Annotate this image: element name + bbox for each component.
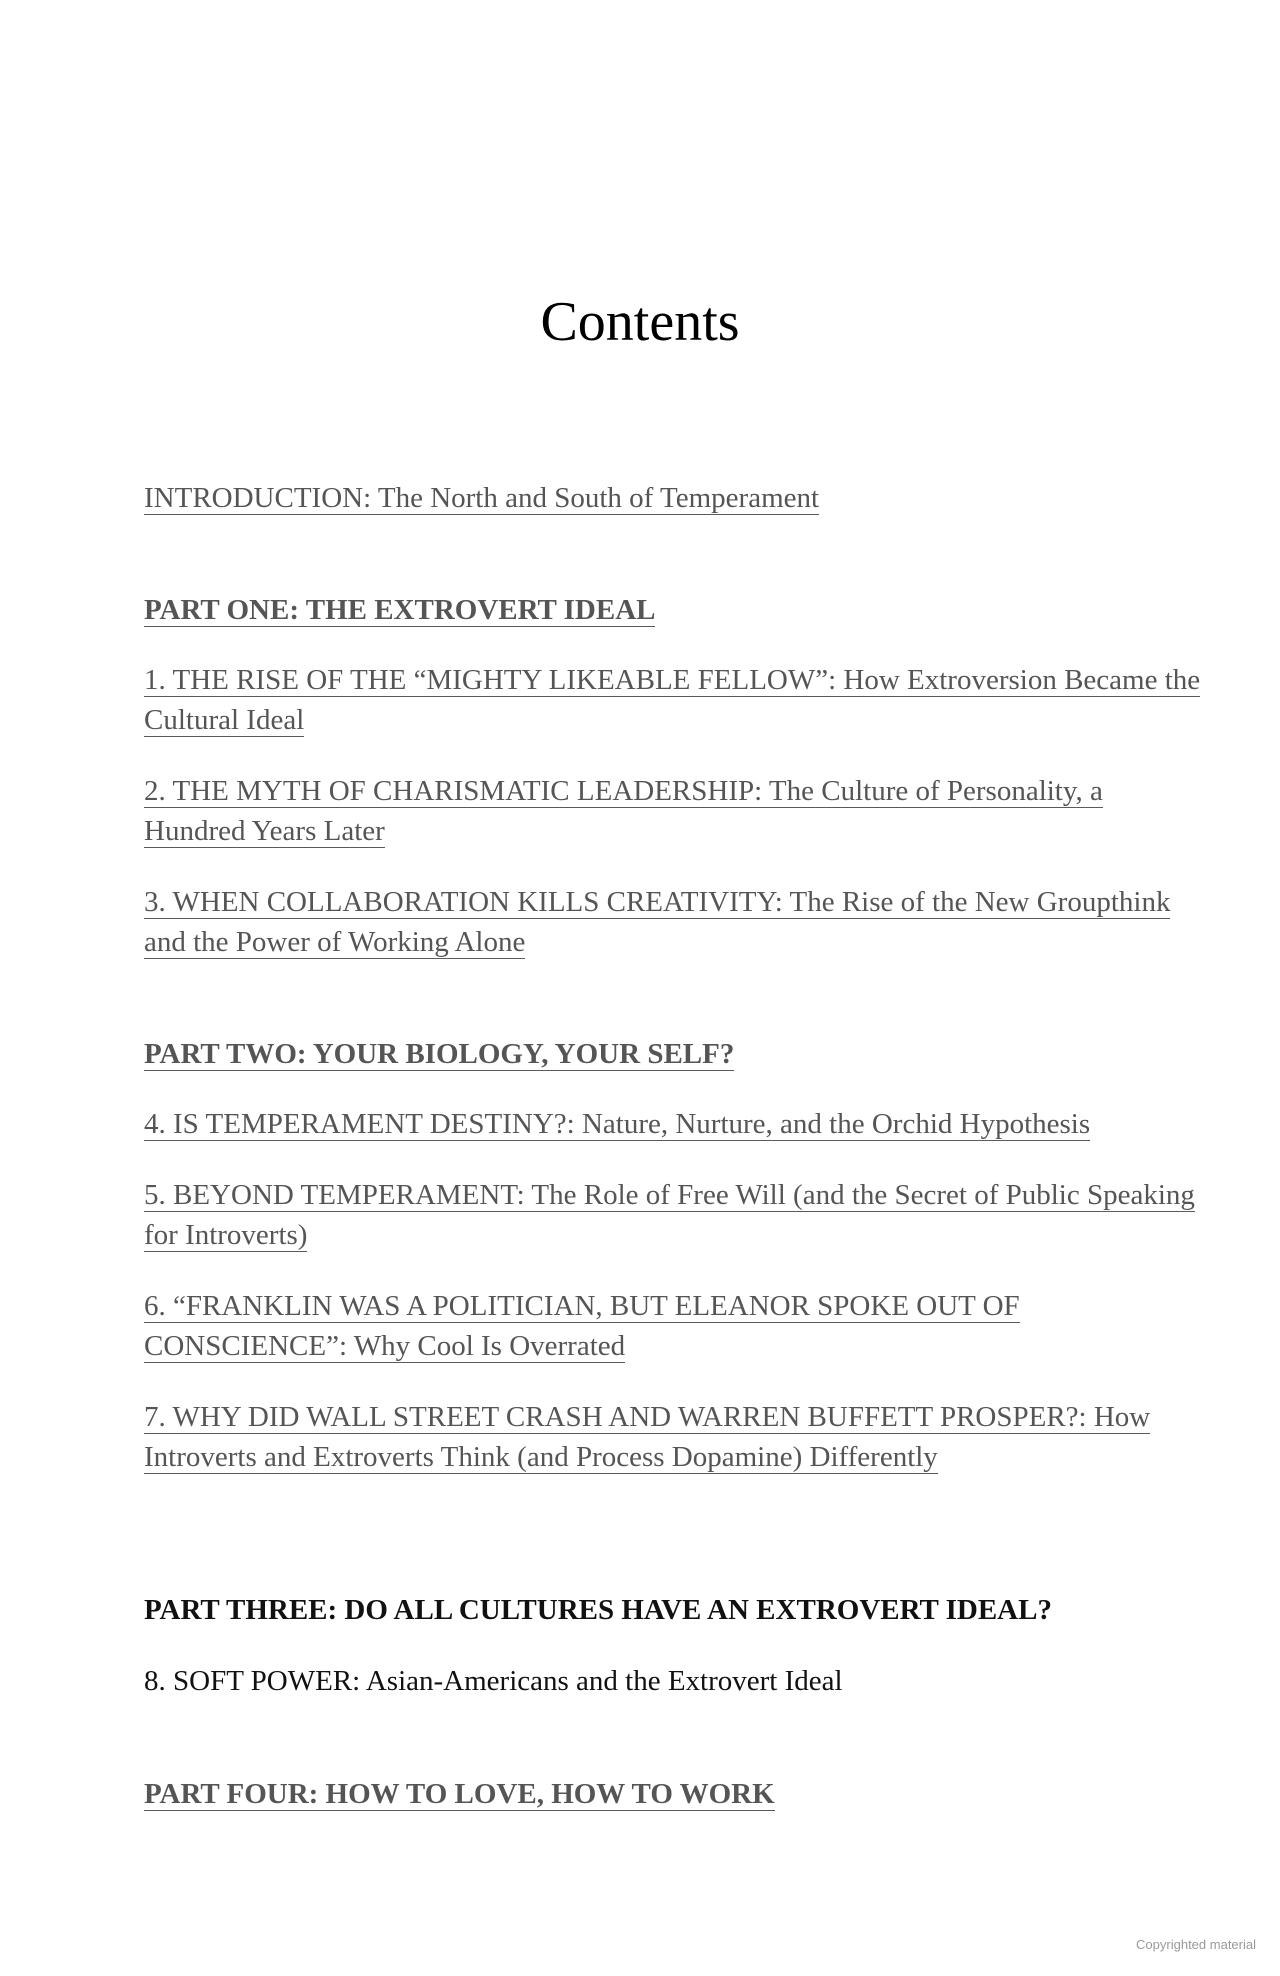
toc-link-chapter-4[interactable]: 4. IS TEMPERAMENT DESTINY?: Nature, Nurture, and the Orchid Hypothesis xyxy=(144,1108,1091,1140)
toc-link-part-one[interactable]: PART ONE: THE EXTROVERT IDEAL xyxy=(144,594,656,626)
toc-entry-chapter-4 xyxy=(144,1104,1204,1144)
toc-link-chapter-7[interactable]: 7. WHY DID WALL STREET CRASH AND WARREN BUFFETT PROSPER?: How Introverts and Extroverts Think (and Process Dopamine) Differently xyxy=(144,1401,1151,1473)
copyright-footer: Copyrighted material xyxy=(1136,1937,1256,1952)
toc-link-chapter-3[interactable]: 3. WHEN COLLABORATION KILLS CREATIVITY: The Rise of the New Groupthink and the Power of Working Alone xyxy=(144,886,1171,958)
toc-link-chapter-5[interactable]: 5. BEYOND TEMPERAMENT: The Role of Free Will (and the Secret of Public Speaking for Introverts) xyxy=(144,1179,1195,1251)
toc-link-part-four[interactable]: PART FOUR: HOW TO LOVE, HOW TO WORK xyxy=(144,1778,775,1810)
toc-link-part-two[interactable]: PART TWO: YOUR BIOLOGY, YOUR SELF? xyxy=(144,1038,735,1070)
page-title: Contents xyxy=(540,291,740,353)
toc-entry-chapter-8: 8. SOFT POWER: Asian-Americans and the Extrovert Ideal xyxy=(144,1665,843,1697)
toc-entry-chapter-2 xyxy=(144,771,1204,851)
toc-link-chapter-2[interactable]: 2. THE MYTH OF CHARISMATIC LEADERSHIP: The Culture of Personality, a Hundred Years Later xyxy=(144,775,1103,847)
toc-part-four xyxy=(144,1774,1204,1814)
toc-entry-chapter-5 xyxy=(144,1175,1204,1255)
toc-entry-chapter-6 xyxy=(144,1286,1204,1366)
toc-link-chapter-6[interactable]: 6. “FRANKLIN WAS A POLITICIAN, BUT ELEANOR SPOKE OUT OF CONSCIENCE”: Why Cool Is Overrated xyxy=(144,1290,1020,1362)
toc-entry-chapter-3 xyxy=(144,882,1204,962)
toc-part-three: PART THREE: DO ALL CULTURES HAVE AN EXTROVERT IDEAL? xyxy=(144,1594,1052,1626)
toc-link-introduction[interactable]: INTRODUCTION: The North and South of Temperament xyxy=(144,482,820,514)
toc-part-one xyxy=(144,590,1204,630)
toc-part-two xyxy=(144,1034,1204,1074)
toc-link-chapter-1[interactable]: 1. THE RISE OF THE “MIGHTY LIKEABLE FELLOW”: How Extroversion Became the Cultural Ideal xyxy=(144,664,1201,736)
toc-entry-chapter-7 xyxy=(144,1397,1204,1477)
toc-entry-introduction xyxy=(144,478,1204,518)
toc-entry-chapter-1 xyxy=(144,660,1204,740)
